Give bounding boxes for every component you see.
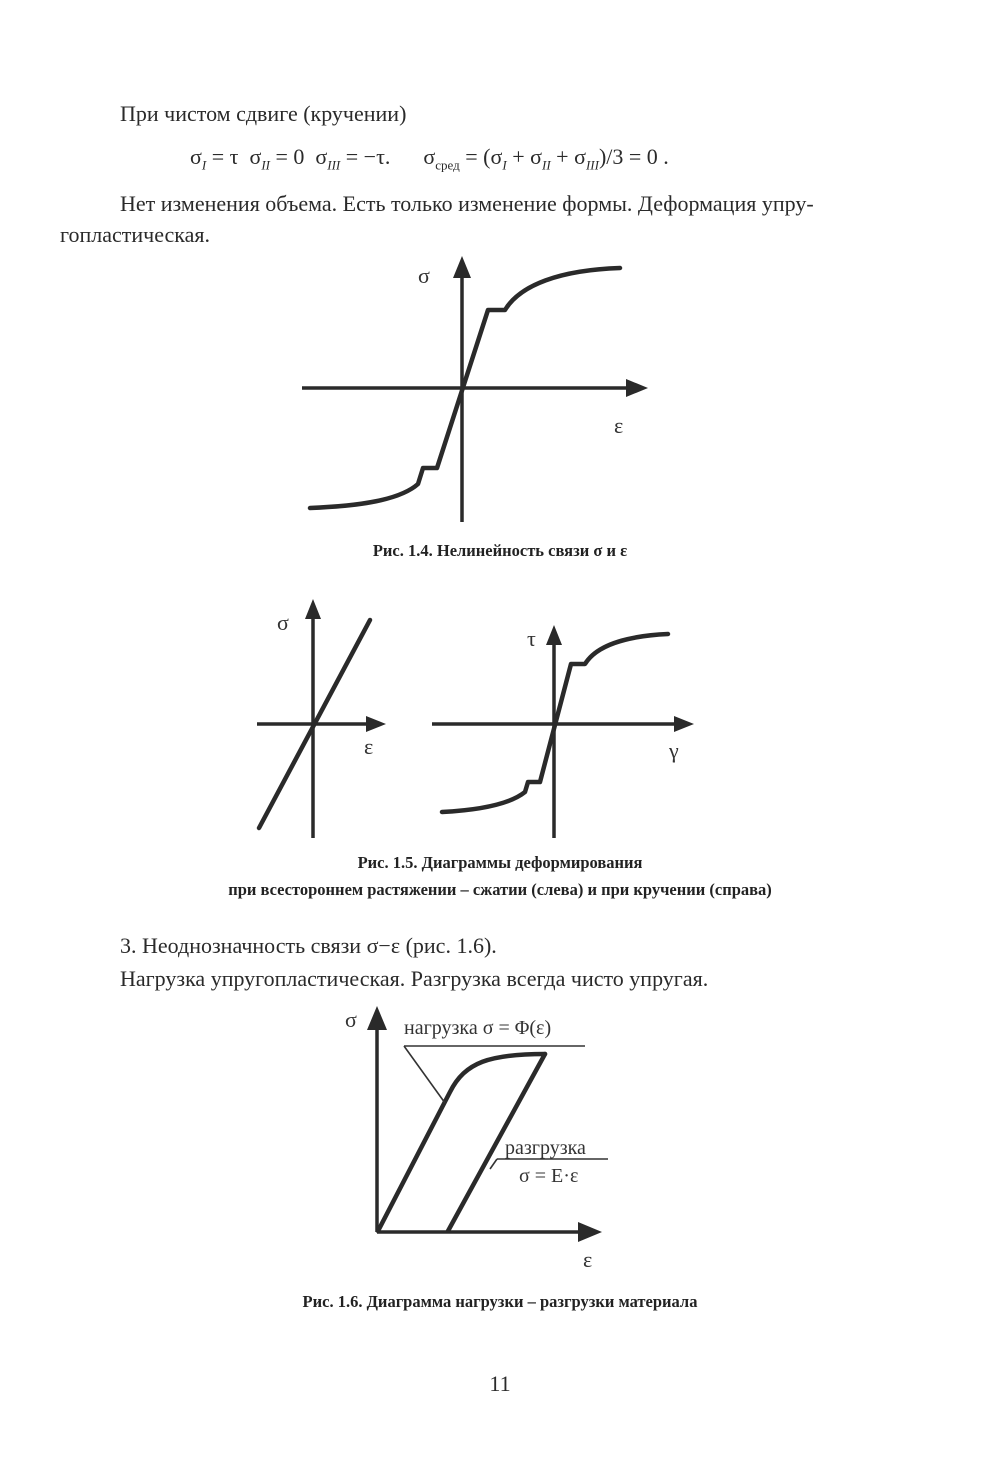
- fig16-unload-formula: σ = E·ε: [519, 1165, 579, 1187]
- fig16-load-label: нагрузка σ = Φ(ε): [404, 1017, 552, 1039]
- fig16-x-label: ε: [583, 1247, 593, 1272]
- fig16-unload-leader: [490, 1159, 497, 1169]
- fig16-x-arrow-icon: [578, 1222, 602, 1242]
- formula-mean-stress: $\sigma_{сред} = (\sigma_I + \sigma_{II} + \sigma_{III})/3 = 0$ .: [423, 144, 669, 173]
- fig15-caption-line1: Рис. 1.5. Диаграммы деформирования: [357, 853, 643, 872]
- formula-sigma-2: $\sigma_{II} = 0$: [249, 144, 305, 173]
- intro-paragraph: При чистом сдвиге (кручении): [120, 101, 407, 126]
- fig16-load-leader: [404, 1046, 445, 1103]
- formula-sigma-3: $\sigma_{III} = -\tau$.: [315, 144, 391, 173]
- fig16-y-arrow-icon: [367, 1006, 387, 1030]
- fig15-left-x-label: ε: [364, 734, 374, 759]
- fig16-y-label: σ: [345, 1007, 357, 1032]
- load-paragraph: Нагрузка упругопластическая. Разгрузка всегда чисто упругая.: [120, 966, 709, 991]
- page-number: 11: [489, 1371, 511, 1396]
- volume-paragraph-line1: Нет изменения объема. Есть только изменение формы. Деформация упру-: [120, 191, 814, 216]
- fig15-right-x-label: γ: [669, 738, 679, 763]
- fig14-caption: Рис. 1.4. Нелинейность связи σ и ε: [372, 541, 628, 560]
- fig16-caption: Рис. 1.6. Диаграмма нагрузки – разгрузки материала: [302, 1292, 698, 1311]
- formula-sigma-1: $\sigma_I = \tau$: [190, 144, 239, 173]
- fig14-x-label: ε: [614, 413, 624, 438]
- fig16-unload-label: разгрузка: [505, 1137, 586, 1159]
- volume-paragraph-line2: гопластическая.: [60, 222, 211, 247]
- item-3: 3. Неоднозначность связи σ−ε (рис. 1.6).: [120, 933, 497, 958]
- fig15-caption-line2: при всестороннем растяжении – сжатии (слева) и при кручении (справа): [228, 880, 772, 899]
- fig15-right-y-label: τ: [527, 626, 536, 651]
- fig15-left-y-label: σ: [277, 610, 289, 635]
- fig14-y-label: σ: [418, 263, 430, 288]
